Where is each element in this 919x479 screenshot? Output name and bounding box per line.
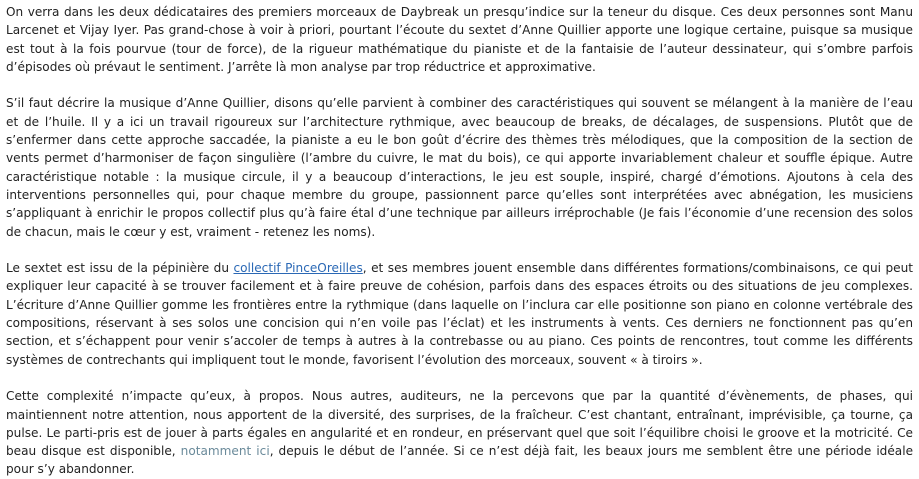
collectif-pinceoreilles-link[interactable]: collectif PinceOreilles (233, 261, 363, 276)
paragraph-2-text: S’il faut décrire la musique d’Anne Quillier, disons qu’elle parvient à combiner des caractéristiques qui souvent se mélangent à la manière de l’eau et de l’huile. Il y a ici un travail rigoureux sur l’architecture rythmique, avec beaucoup de breaks, de décalages, de suspensions. Plutôt que de s’enfermer dans cette approche saccadée, la pianiste a eu le bon goût d’écrire des thèmes très mélodiques, que la composition de la section de vents permet d’harmoniser de façon singulière (l’ambre du cuivre, le mat du bois), ce qui apporte invariablement chaleur et souffle épique. Autre caractéristique notable : la musique circule, il y a beaucoup d’interactions, le jeu est souple, inspiré, chargé d’émotions. Ajoutons à cela des interventions personnelles qui, pour chaque membre du groupe, passionnent parce qu’elles sont interprétées avec abnégation, les musiciens s’appliquant à enrichir le propos collectif plus qu’à faire étal d’une technique par ailleurs irréprochable (Je fais l’économie d’une recension des solos de chacun, mais le cœur y est, vraiment - retenez les noms). (6, 96, 913, 239)
paragraph-4-text-before: Cette complexité n’impacte qu’eux, à propos. Nous autres, auditeurs, ne la percevons que par la quantité d’évènements, de phases, qui maintiennent notre attention, nous apportent de la diversité, des surprises, de la fraîcheur. C’est chantant, entraînant, imprévisible, ça tourne, ça pulse. Le parti-pris est de jouer à parts égales en angularité et en rondeur, en préservant quel que soit l’équilibre choisi le groove et la motricité. Ce beau disque est disponible, (6, 389, 913, 459)
paragraph-1 (6, 3, 913, 76)
paragraph-3-text-before: Le sextet est issu de la pépinière du (6, 261, 234, 276)
paragraph-2 (6, 94, 913, 240)
paragraph-1-text: On verra dans les deux dédicataires des premiers morceaux de Daybreak un presqu’indice sur la teneur du disque. Ces deux personnes sont Manu Larcenet et Vijay Iyer. Pas grand-chose à voir à priori, pourtant l’écoute du sextet d’Anne Quillier apporte une logique certaine, puisque sa musique est tout à la fois pourvue (tour de force), de la rigueur mathématique du pianiste et de la fantaisie de l’auteur dessinateur, qui s’ombre parfois d’épisodes où prévaut le sentiment. J’arrête là mon analyse par trop réductrice et approximative. (6, 5, 913, 74)
notamment-ici-link[interactable]: notamment ici (180, 444, 270, 459)
paragraph-3-text-after: , et ses membres jouent ensemble dans différentes formations/combinaisons, ce qui peut expliquer leur capacité à se trouver facilement et à faire preuve de cohésion, parfois dans des espaces étroits ou des situations de jeu complexes. L’écriture d’Anne Quillier gomme les frontières entre la rythmique (dans laquelle on l’inclura car elle positionne son piano en colonne vertébrale des compositions, réservant à ses solos une concision qui n’en voile pas l’éclat) et les instruments à vents. Ces derniers ne fonctionnent pas qu’en section, et s’échappent pour venir s’accoler de temps à autres à la contrebasse ou au piano. Ces points de rencontres, tout comme les différents systèmes de contrechants qui impliquent tout le monde, favorisent l’évolution des morceaux, souvent « à tiroirs ». (6, 261, 913, 367)
paragraph-4-text-after: , depuis le début de l’année. Si ce n’est déjà fait, les beaux jours me semblent être une période idéale pour s’y abandonner. (6, 444, 914, 477)
paragraph-3 (6, 259, 913, 369)
paragraph-4 (6, 387, 913, 478)
